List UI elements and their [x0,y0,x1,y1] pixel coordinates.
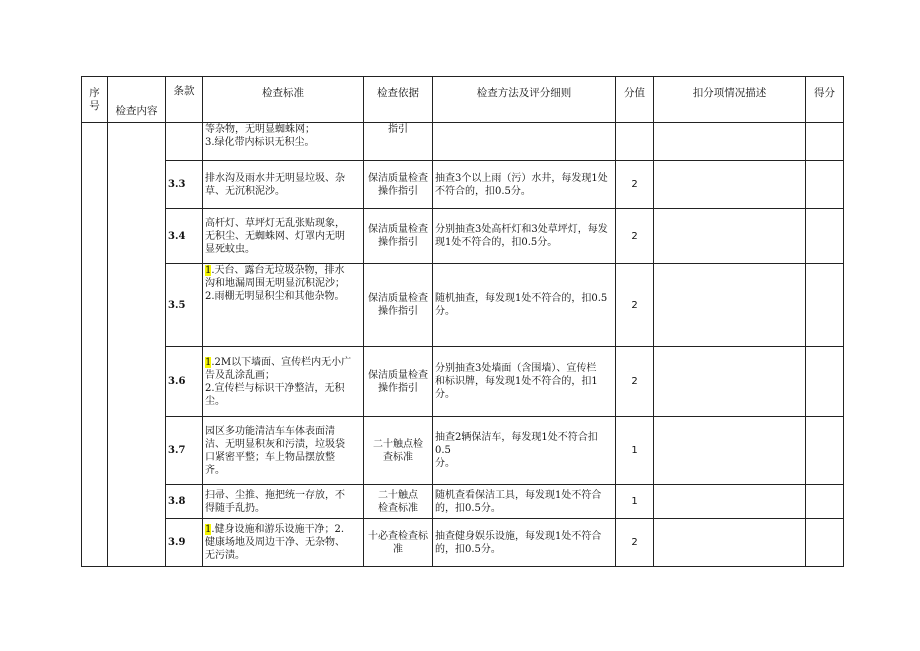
highlight-mark: 1 [205,356,212,368]
cell-basis: 保洁质量检查 操作指引 [364,161,433,209]
cell-deduction [654,161,806,209]
table-row [82,417,844,485]
cell-deduction [654,417,806,485]
cell-content [108,123,166,567]
cell-clause: 3.6 [166,347,203,417]
cell-clause: 3.8 [166,485,203,519]
cell-standard: 1.2M以下墙面、宣传栏内无小广 告及乱涂乱画； 2.宣传栏与标识干净整洁，无积 尘。 [203,347,364,417]
cell-basis: 二十触点 检查标准 [364,485,433,519]
cell-clause: 3.4 [166,209,203,264]
cell-clause: 3.7 [166,417,203,485]
cell-score: 2 [616,161,654,209]
cell-basis: 指引 [364,123,433,161]
header-no: 序 号 [82,77,108,123]
cell-method: 抽查2辆保洁车，每发现1处不符合扣0.5 分。 [433,417,616,485]
cell-basis: 保洁质量检查 操作指引 [364,264,433,347]
cell-method: 分别抽查3处墙面（含围墙）、宣传栏 和标识牌，每发现1处不符合的，扣1分。 [433,347,616,417]
cell-method: 抽查3个以上雨（污）水井，每发现1处 不符合的，扣0.5分。 [433,161,616,209]
highlight-mark: 1 [205,524,212,535]
cell-deduction [654,485,806,519]
cell-deduction [654,347,806,417]
cell-clause: 3.9 [166,519,203,567]
header-deduction: 扣分项情况描述 [654,77,806,123]
cell-deduction [654,264,806,347]
cell-method [433,123,616,161]
highlight-mark: 1 [205,265,212,276]
cell-basis: 二十触点检 查标准 [364,417,433,485]
cell-earned [806,485,844,519]
cell-score [616,123,654,161]
cell-score: 2 [616,347,654,417]
table-row [82,123,844,161]
cell-method: 随机抽查，每发现1处不符合的，扣0.5 分。 [433,264,616,347]
cell-basis: 保洁质量检查 操作指引 [364,347,433,417]
cell-deduction [654,123,806,161]
cell-deduction [654,519,806,567]
cell-earned [806,347,844,417]
cell-standard: 1.天台、露台无垃圾杂物，排水 沟和地漏周围无明显沉积泥沙； 2.雨棚无明显积尘和其他杂物。 [203,264,364,347]
cell-standard: 等杂物，无明显蜘蛛网； 3.绿化带内标识无积尘。 [203,123,364,161]
header-content: 检查内容 [108,77,166,123]
inspection-table [81,76,844,567]
cell-clause: 3.3 [166,161,203,209]
cell-no [82,123,108,567]
table-row [82,519,844,567]
cell-clause [166,123,203,161]
header-row [82,77,844,123]
header-standard: 检查标准 [203,77,364,123]
header-clause: 条款 [166,77,203,123]
table-row [82,161,844,209]
cell-method: 随机查看保洁工具，每发现1处不符合 的，扣0.5分。 [433,485,616,519]
table-row [82,264,844,347]
cell-standard: 排水沟及雨水井无明显垃圾、杂 草、无沉积泥沙。 [203,161,364,209]
cell-score: 2 [616,264,654,347]
header-method: 检查方法及评分细则 [433,77,616,123]
header-basis: 检查依据 [364,77,433,123]
header-earned: 得分 [806,77,844,123]
cell-earned [806,519,844,567]
cell-earned [806,123,844,161]
cell-standard: 扫帚、尘推、拖把统一存放，不 得随手乱扔。 [203,485,364,519]
cell-score: 1 [616,417,654,485]
table-row [82,209,844,264]
table-row [82,347,844,417]
cell-basis: 保洁质量检查 操作指引 [364,209,433,264]
cell-earned [806,264,844,347]
cell-score: 2 [616,209,654,264]
cell-standard: 高杆灯、草坪灯无乱张贴现象， 无积尘、无蜘蛛网、灯罩内无明 显死蚊虫。 [203,209,364,264]
cell-method: 抽查健身娱乐设施，每发现1处不符合 的，扣0.5分。 [433,519,616,567]
cell-basis: 十必查检查标 准 [364,519,433,567]
cell-standard: 1.健身设施和游乐设施干净；2. 健康场地及周边干净、无杂物、 无污渍。 [203,519,364,567]
table-row [82,485,844,519]
cell-earned [806,417,844,485]
cell-earned [806,209,844,264]
cell-earned [806,161,844,209]
cell-standard: 园区多功能清洁车车体表面清 洁、无明显积灰和污渍，垃圾袋 口紧密平整；车上物品摆放整 齐。 [203,417,364,485]
cell-score: 2 [616,519,654,567]
cell-clause: 3.5 [166,264,203,347]
cell-deduction [654,209,806,264]
cell-method: 分别抽查3处高杆灯和3处草坪灯，每发 现1处不符合的，扣0.5分。 [433,209,616,264]
cell-score: 1 [616,485,654,519]
header-score: 分值 [616,77,654,123]
table-body [82,123,844,567]
